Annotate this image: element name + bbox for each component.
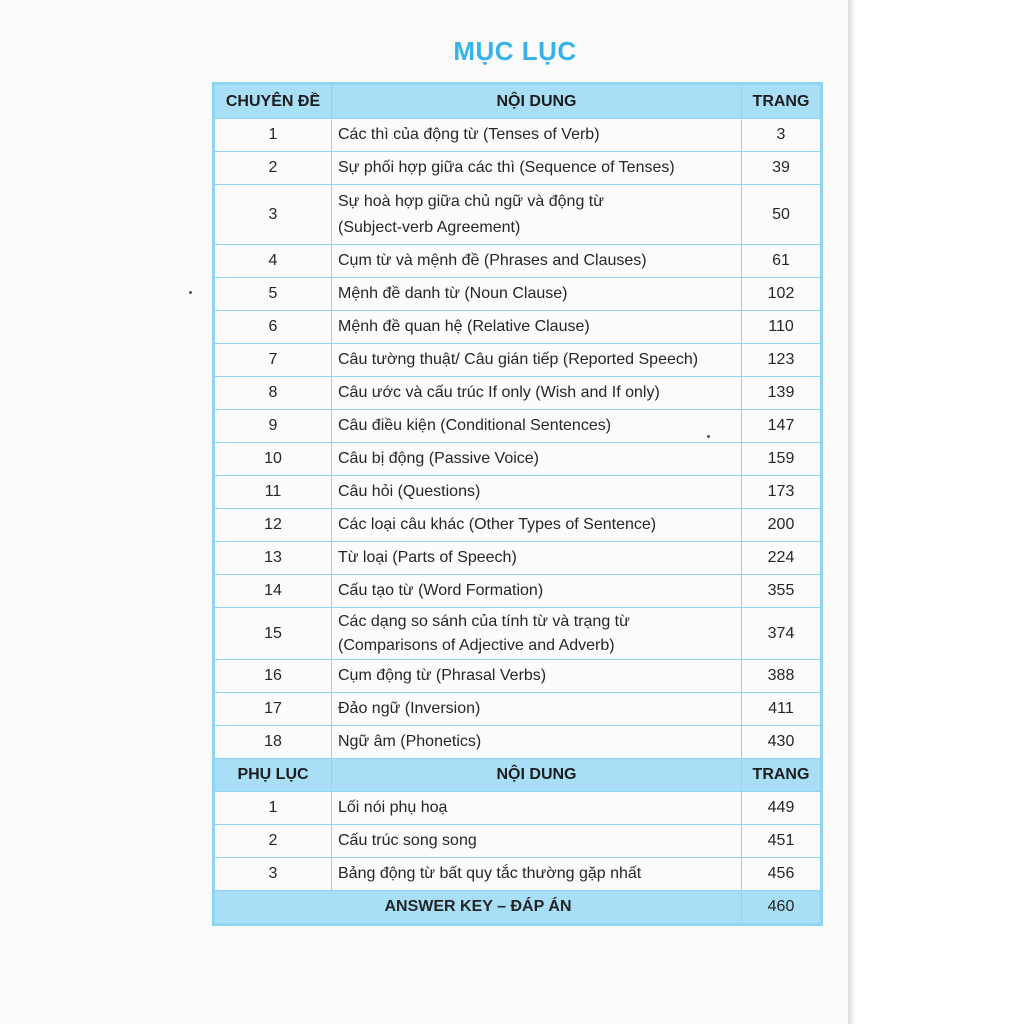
toc-number: 18	[214, 726, 332, 759]
toc-number: 6	[214, 311, 332, 344]
toc-row	[214, 443, 822, 476]
toc-page: 61	[742, 245, 822, 278]
toc-number: 8	[214, 377, 332, 410]
toc-number: 2	[214, 152, 332, 185]
toc-row	[214, 245, 822, 278]
toc-number: 15	[214, 608, 332, 660]
toc-page: 39	[742, 152, 822, 185]
toc-page: 110	[742, 311, 822, 344]
toc-content	[332, 660, 742, 693]
toc-number: 1	[214, 119, 332, 152]
toc-number: 4	[214, 245, 332, 278]
toc-row	[214, 542, 822, 575]
toc-content-line: Ngữ âm (Phonetics)	[338, 733, 482, 750]
toc-content-line: Từ loại (Parts of Speech)	[338, 549, 517, 566]
toc-page: 224	[742, 542, 822, 575]
toc-page: 3	[742, 119, 822, 152]
toc-content-line: Đảo ngữ (Inversion)	[338, 700, 481, 717]
header-content: NỘI DUNG	[332, 759, 742, 792]
toc-page: 50	[742, 185, 822, 245]
toc-row	[214, 410, 822, 443]
toc-content-line: Câu ước và cấu trúc If only (Wish and If only)	[338, 384, 660, 401]
toc-content-line: (Comparisons of Adjective and Adverb)	[338, 636, 615, 654]
page-edge	[848, 0, 856, 1024]
toc-content	[332, 377, 742, 410]
toc-page: 173	[742, 476, 822, 509]
answer-key-page: 460	[742, 891, 822, 925]
toc-page: 430	[742, 726, 822, 759]
toc-number: 17	[214, 693, 332, 726]
print-speck	[189, 291, 192, 294]
toc-number: 2	[214, 825, 332, 858]
toc-number: 1	[214, 792, 332, 825]
toc-row	[214, 377, 822, 410]
toc-number: 10	[214, 443, 332, 476]
toc-page: 388	[742, 660, 822, 693]
toc-page: 411	[742, 693, 822, 726]
toc-number: 14	[214, 575, 332, 608]
toc-content	[332, 792, 742, 825]
toc-content-line: Câu bị động (Passive Voice)	[338, 450, 539, 467]
toc-content-line: Cụm từ và mệnh đề (Phrases and Clauses)	[338, 252, 647, 269]
toc-content	[332, 245, 742, 278]
toc-content-line: Sự hoà hợp giữa chủ ngữ và động từ	[338, 192, 604, 210]
toc-content	[332, 311, 742, 344]
toc-row	[214, 344, 822, 377]
header-topic: CHUYÊN ĐỀ	[214, 84, 332, 119]
toc-row	[214, 825, 822, 858]
toc-number: 3	[214, 185, 332, 245]
toc-row	[214, 509, 822, 542]
toc-number: 16	[214, 660, 332, 693]
toc-content-line: Cấu tạo từ (Word Formation)	[338, 582, 544, 599]
toc-page: 123	[742, 344, 822, 377]
toc-number: 5	[214, 278, 332, 311]
toc-row	[214, 575, 822, 608]
toc-row	[214, 119, 822, 152]
toc-content	[332, 608, 742, 660]
header-content: NỘI DUNG	[332, 84, 742, 119]
toc-content	[332, 693, 742, 726]
toc-content	[332, 344, 742, 377]
header-appendix: PHỤ LỤC	[214, 759, 332, 792]
toc-row	[214, 792, 822, 825]
toc-content	[332, 476, 742, 509]
header-page: TRANG	[742, 84, 822, 119]
toc-page: 159	[742, 443, 822, 476]
toc-content-line: Cụm động từ (Phrasal Verbs)	[338, 667, 547, 684]
toc-content-line: Các dạng so sánh của tính từ và trạng từ	[338, 612, 630, 630]
toc-content	[332, 119, 742, 152]
toc-row	[214, 726, 822, 759]
toc-content-line: Bảng động từ bất quy tắc thường gặp nhất	[338, 865, 642, 882]
toc-content-line: Sự phối hợp giữa các thì (Sequence of Tenses)	[338, 159, 675, 176]
toc-content	[332, 726, 742, 759]
toc-content	[332, 185, 742, 245]
toc-page: 451	[742, 825, 822, 858]
toc-content-line: Mệnh đề danh từ (Noun Clause)	[338, 285, 568, 302]
toc-page: 449	[742, 792, 822, 825]
toc-number: 7	[214, 344, 332, 377]
toc-row	[214, 858, 822, 891]
table-of-contents	[212, 82, 823, 926]
toc-page: 374	[742, 608, 822, 660]
toc-content	[332, 410, 742, 443]
toc-page: 456	[742, 858, 822, 891]
toc-row	[214, 185, 822, 245]
toc-number: 13	[214, 542, 332, 575]
toc-content-line: Câu tường thuật/ Câu gián tiếp (Reported Speech)	[338, 351, 699, 368]
main-header-row	[214, 84, 822, 119]
toc-content	[332, 443, 742, 476]
toc-page: 200	[742, 509, 822, 542]
toc-number: 11	[214, 476, 332, 509]
toc-page: 102	[742, 278, 822, 311]
toc-content	[332, 542, 742, 575]
toc-content-line: Các loại câu khác (Other Types of Sentence)	[338, 516, 657, 533]
toc-body	[214, 84, 822, 925]
toc-row	[214, 152, 822, 185]
toc-content	[332, 825, 742, 858]
appendix-header-row	[214, 759, 822, 792]
toc-content	[332, 278, 742, 311]
toc-number: 9	[214, 410, 332, 443]
toc-content-line: Mệnh đề quan hệ (Relative Clause)	[338, 318, 590, 335]
answer-key-row	[214, 891, 822, 925]
toc-content-line: Các thì của động từ (Tenses of Verb)	[338, 126, 600, 143]
toc-content-line: Cấu trúc song song	[338, 832, 477, 849]
toc-row	[214, 608, 822, 660]
toc-number: 3	[214, 858, 332, 891]
toc-page: 139	[742, 377, 822, 410]
toc-content	[332, 858, 742, 891]
toc-row	[214, 476, 822, 509]
toc-row	[214, 660, 822, 693]
toc-content-line: Lối nói phụ hoạ	[338, 799, 448, 816]
toc-number: 12	[214, 509, 332, 542]
toc-content	[332, 575, 742, 608]
toc-content-line: Câu hỏi (Questions)	[338, 483, 481, 500]
toc-page: 355	[742, 575, 822, 608]
toc-content	[332, 152, 742, 185]
toc-page: 147	[742, 410, 822, 443]
page-title: MỤC LỤC	[453, 36, 577, 66]
toc-row	[214, 693, 822, 726]
toc-row	[214, 311, 822, 344]
answer-key-label: ANSWER KEY – ĐÁP ÁN	[214, 891, 742, 925]
header-page: TRANG	[742, 759, 822, 792]
toc-row	[214, 278, 822, 311]
toc-content-line: Câu điều kiện (Conditional Sentences)	[338, 417, 612, 434]
toc-content	[332, 509, 742, 542]
toc-content-line: (Subject-verb Agreement)	[338, 218, 521, 236]
